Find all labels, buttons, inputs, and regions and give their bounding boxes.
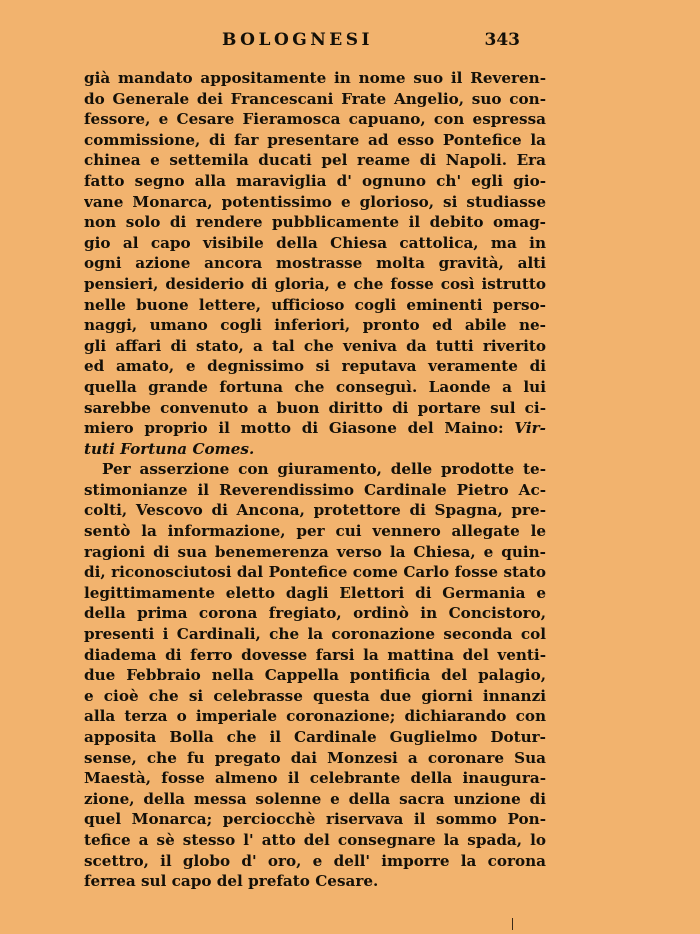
text-line: diadema di ferro dovesse farsi la mattina del venti- [84,645,546,664]
text-line: sarebbe convenuto a buon diritto di portare sul ci- [84,398,546,417]
text-line: ragioni di sua benemerenza verso la Chiesa, e quin- [84,542,546,561]
text-line: sense, che fu pregato dai Monzesi a coronare Sua [84,748,546,767]
margin-mark [512,918,513,930]
text-line: nelle buone lettere, ufficioso cogli eminenti perso- [84,295,546,314]
text-line: sentò la informazione, per cui vennero allegate le [84,522,546,541]
text-line: fatto segno alla maraviglia d' ognuno ch' egli gio- [84,171,546,190]
text-line: gio al capo visibile della Chiesa cattolica, ma in [84,233,546,252]
text-line [84,418,546,439]
text-line: gli affari di stato, a tal che veniva da tutti riverito [84,336,546,355]
paragraph-2 [84,459,546,891]
text-line: quel Monarca; perciocchè riservava il sommo Pon- [84,810,546,829]
motto-intro: miero proprio il motto di Giasone del Maino: [84,419,504,438]
text-line: quella grande fortuna che conseguì. Laonde a lui [84,377,546,396]
page-number: 343 [484,30,520,50]
text-line: della prima corona fregiato, ordinò in Concistoro, [84,604,546,623]
text-line: alla terza o imperiale coronazione; dichiarando con [84,707,546,726]
text-line: due Febbraio nella Cappella pontificia del palagio, [84,666,546,685]
text-line: ferrea sul capo del prefato Cesare. [84,872,379,891]
text-line: apposita Bolla che il Cardinale Guglielmo Dotur- [84,728,546,746]
text-line: Maestà, fosse almeno il celebrante della inaugura- [84,769,546,788]
running-head: BOLOGNESI [222,30,373,50]
text-line: non solo di rendere pubblicamente il debito omag- [84,213,546,232]
text-line: fessore, e Cesare Fieramosca capuano, con espressa [84,110,546,129]
text-line: colti, Vescovo di Ancona, protettore di Spagna, pre- [84,501,546,520]
text-line: di, riconosciutosi dal Pontefice come Carlo fosse stato [84,563,546,582]
page-header [84,30,520,54]
text-line: naggi, umano cogli inferiori, pronto ed abile ne- [84,316,546,335]
text-line: zione, della messa solenne e della sacra unzione di [84,789,546,808]
text-line: ed amato, e degnissimo si reputava veramente di [84,357,546,376]
text-line: già mandato appositamente in nome suo il Reveren- [84,69,546,87]
body-text [84,68,546,892]
text-line: chinea e settemila ducati pel reame di Napoli. Era [84,151,546,170]
text-line: presenti i Cardinali, che la coronazione seconda col [84,625,546,644]
text-line: e cioè che si celebrasse questa due giorni innanzi [84,686,546,705]
text-line: tefice a sè stesso l' atto del consegnare la spada, lo [84,830,546,849]
text-line: stimonianze il Reverendissimo Cardinale Pietro Ac- [84,480,546,499]
text-line: scettro, il globo d' oro, e dell' imporre la corona [84,851,546,870]
text-line: vane Monarca, potentissimo e glorioso, si studiasse [84,192,546,211]
text-line: commissione, di far presentare ad esso Pontefice la [84,130,546,149]
text-line: pensieri, desiderio di gloria, e che fosse così istrutto [84,274,546,293]
text-line: do Generale dei Francescani Frate Angelio, suo con- [84,89,546,108]
text-line: ogni azione ancora mostrasse molta gravità, alti [84,254,546,273]
text-line [84,439,546,460]
motto-italic-start: Vir- [514,419,546,438]
text-line: legittimamente eletto dagli Elettori di Germania e [84,583,546,602]
motto-italic-end: tuti Fortuna Comes. [84,439,255,458]
text-line: Per asserzione con giuramento, delle prodotte te- [102,460,546,479]
paragraph-1 [84,68,546,459]
